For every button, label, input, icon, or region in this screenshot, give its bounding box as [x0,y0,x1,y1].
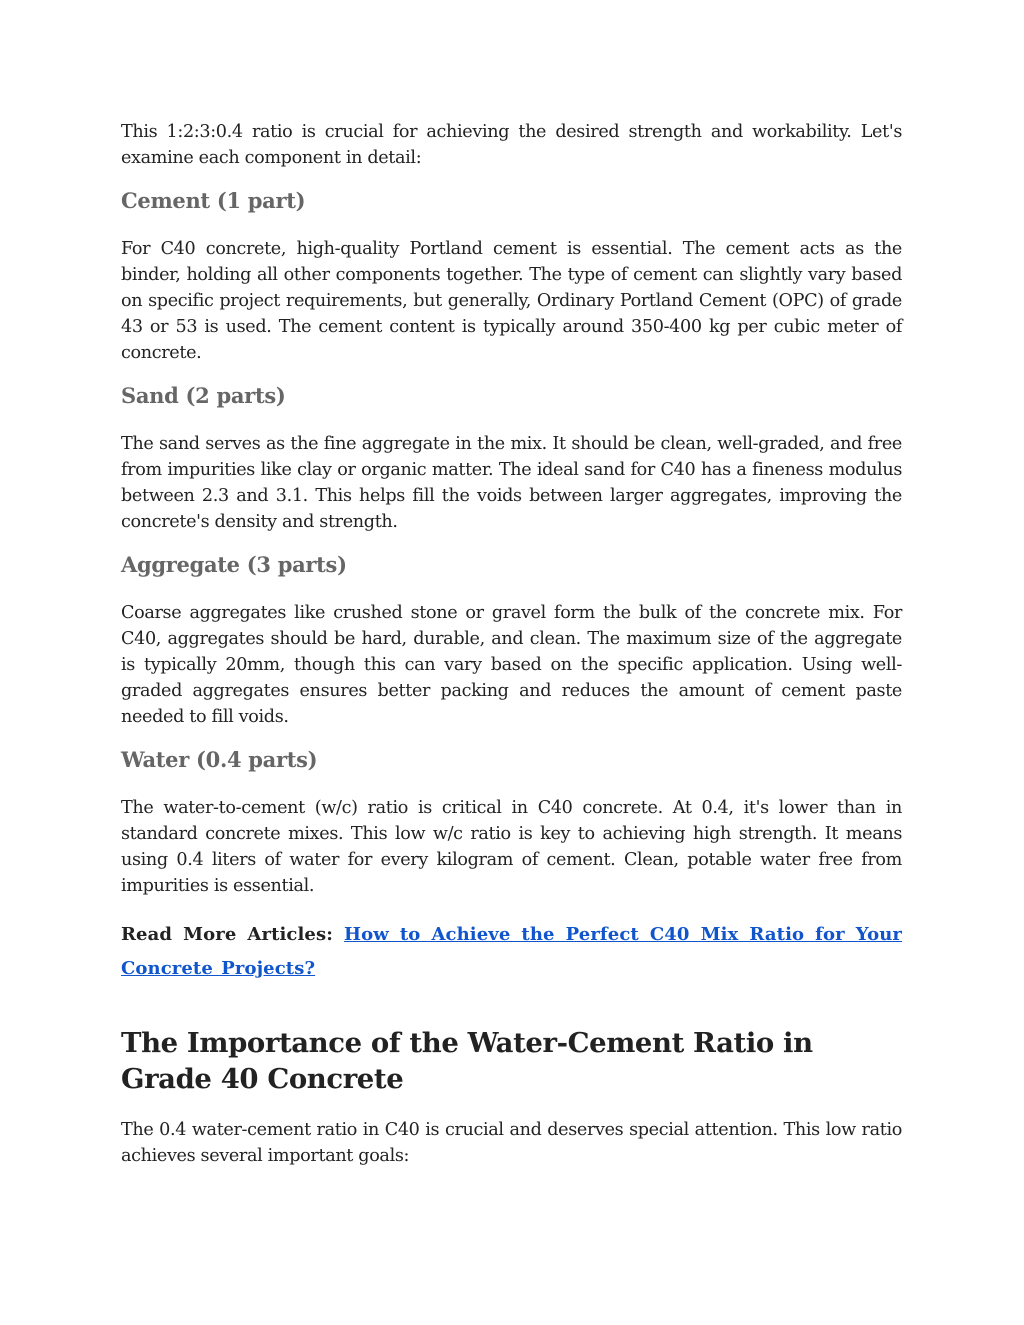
aggregate-paragraph: Coarse aggregates like crushed stone or gravel form the bulk of the concrete mix. For C40, aggregates should be hard, durable, and clean. The maximum size of the aggregate is typically 20mm, though this can vary based on the specific application. Using well-graded aggregates ensures better packing and reduces the amount of cement paste needed to fill voids. [121,603,902,727]
cement-paragraph: For C40 concrete, high-quality Portland cement is essential. The cement acts as the binder, holding all other components together. The type of cement can slightly vary based on specific project requirements, but generally, Ordinary Portland Cement (OPC) of grade 43 or 53 is used. The cement content is typically around 350-400 kg per cubic meter of concrete. [121,239,902,363]
intro-paragraph: This 1:2:3:0.4 ratio is crucial for achieving the desired strength and workability. Let's examine each component in detail: [121,122,902,168]
aggregate-heading: Aggregate (3 parts) [121,552,347,577]
read-more-link[interactable]: How to Achieve the Perfect C40 Mix Ratio for Your Concrete Projects? [121,924,903,979]
importance-heading: The Importance of the Water-Cement Ratio in Grade 40 Concrete [121,1027,813,1095]
sand-paragraph: The sand serves as the fine aggregate in the mix. It should be clean, well-graded, and free from impurities like clay or organic matter. The ideal sand for C40 has a fineness modulus between 2.3 and 3.1. This helps fill the voids between larger aggregates, improving the concrete's density and strength. [121,434,902,532]
sand-heading: Sand (2 parts) [121,383,286,408]
importance-paragraph: The 0.4 water-cement ratio in C40 is crucial and deserves special attention. This low ratio achieves several important goals: [121,1120,902,1166]
water-heading: Water (0.4 parts) [121,747,318,772]
document-page [121,119,902,1169]
water-paragraph: The water-to-cement (w/c) ratio is critical in C40 concrete. At 0.4, it's lower than in standard concrete mixes. This low w/c ratio is key to achieving high strength. It means using 0.4 liters of water for every kilogram of cement. Clean, potable water free from impurities is essential. [121,798,902,896]
read-more-label: Read More Articles: [121,924,333,945]
read-more-block [121,918,902,986]
cement-heading: Cement (1 part) [121,188,306,213]
